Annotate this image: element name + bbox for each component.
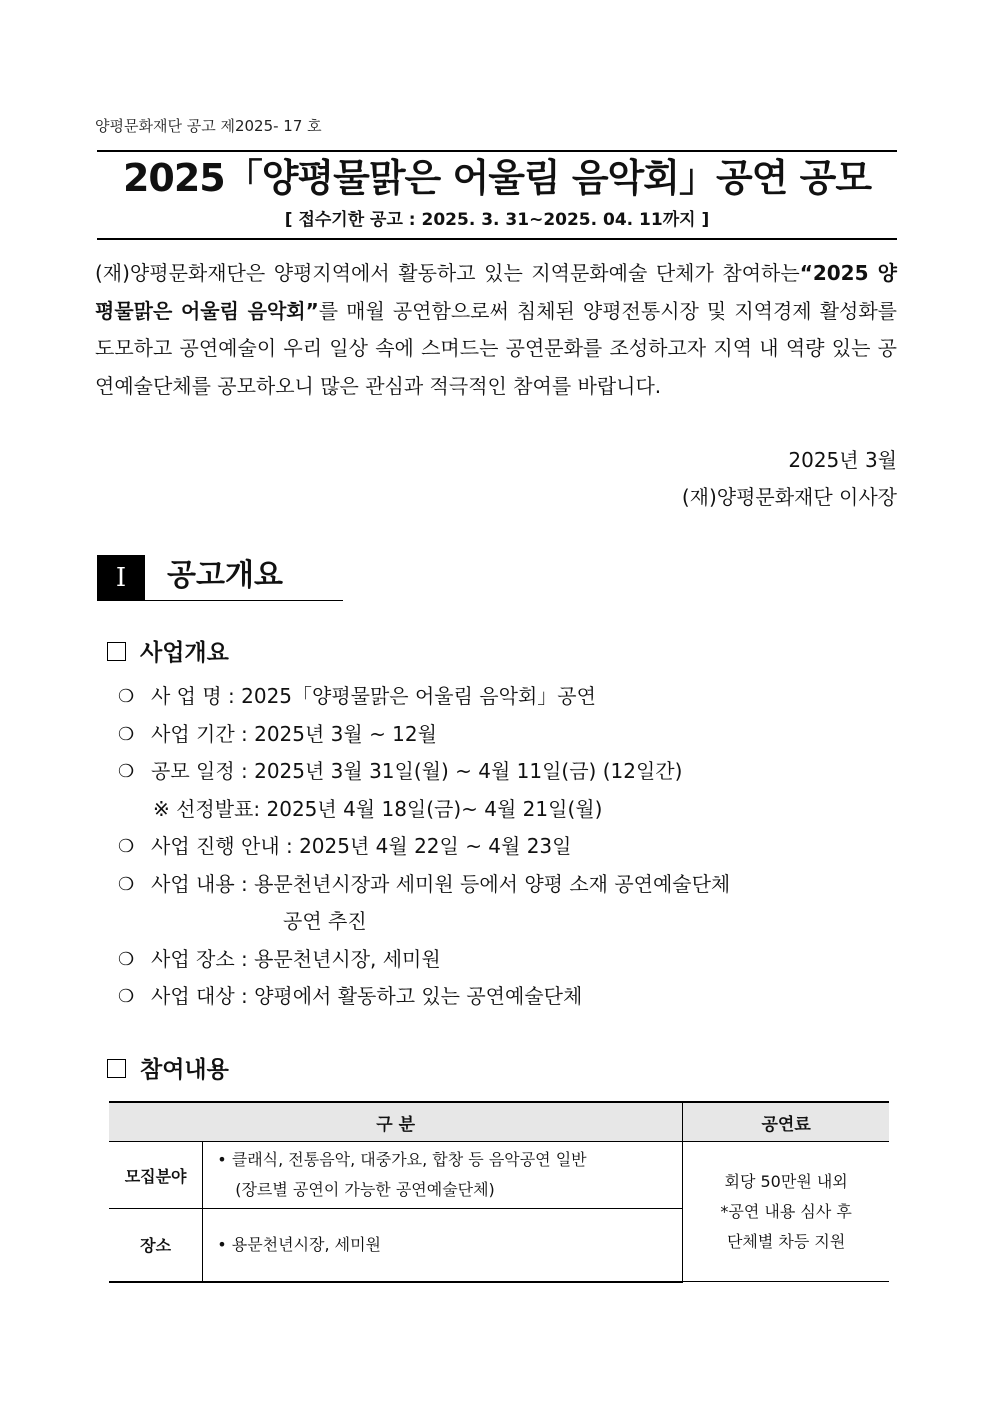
participation-table: [109, 1101, 889, 1283]
list-item: ❍ 사업 기간 : 2025년 3월 ~ 12월: [118, 716, 898, 754]
list-item: ❍ 사업 장소 : 용문천년시장, 세미원: [118, 941, 898, 979]
participation-heading-text: 참여내용: [140, 1057, 229, 1083]
circle-bullet-icon: ❍: [118, 873, 135, 895]
issuer-name: (재)양평문화재단 이사장: [681, 485, 897, 509]
circle-bullet-icon: ❍: [118, 723, 135, 745]
table-header-row: [109, 1102, 889, 1142]
section-underline: [145, 600, 343, 601]
circle-bullet-icon: ❍: [118, 948, 135, 970]
deadline-notice: [ 접수기한 공고 : 2025. 3. 31~2025. 04. 11까지 ]: [284, 210, 710, 230]
circle-bullet-icon: ❍: [118, 836, 135, 857]
row-content-venue: • 용문천년시장, 세미원: [203, 1209, 683, 1282]
overview-list: [118, 678, 898, 1016]
circle-bullet-icon: ❍: [118, 761, 135, 782]
list-item-note: ※ 선정발표: 2025년 4월 18일(금)~ 4월 21일(월): [153, 796, 603, 821]
intro-paragraph: [95, 255, 897, 405]
list-item: ❍ 사 업 명 : 2025「양평물맑은 어울림 음악회」공연: [118, 678, 898, 716]
header-fee: 공연료: [683, 1102, 889, 1142]
overview-heading-text: 사업개요: [140, 640, 229, 666]
list-item: ❍ 사업 대상 : 양평에서 활동하고 있는 공연예술단체: [118, 978, 898, 1016]
square-bullet-icon: [107, 642, 126, 661]
title-rule-bottom: [97, 238, 897, 240]
list-item: ❍ 사업 진행 안내 : 2025년 4월 22일 ~ 4월 23일: [118, 828, 898, 866]
row-label-field: 모집분야: [109, 1142, 203, 1209]
participation-heading: [107, 1053, 229, 1087]
page-title: 2025「양평물맑은 어울림 음악회」공연 공모: [122, 156, 872, 200]
intro-text-2: 를 매월 공연함으로써 침체된 양평전통시장 및 지역경제 활성화를 도모하고 공연예술이 우리 일상 속에 스며드는 공연문화를 조성하고자 지역 내 역량 있는 공연예술단체를 공모하오니 많은 관심과 적극적인 참여를 바랍니다.: [95, 298, 897, 398]
title-rule-top: [97, 150, 897, 152]
circle-bullet-icon: ❍: [118, 686, 135, 707]
circle-bullet-icon: ❍: [118, 986, 135, 1007]
list-item-continuation: 공연 추진: [283, 909, 367, 933]
row-label-venue: 장소: [109, 1209, 203, 1282]
header-category: 구 분: [109, 1102, 683, 1142]
table-row: [109, 1142, 889, 1209]
overview-heading: [107, 636, 229, 670]
intro-text-1: (재)양평문화재단은 양평지역에서 활동하고 있는 지역문화예술 단체가 참여하는: [95, 261, 800, 285]
square-bullet-icon: [107, 1059, 126, 1078]
fee-cell: 회당 50만원 내외 *공연 내용 심사 후 단체별 차등 지원: [683, 1142, 889, 1282]
announcement-date: 2025년 3월: [788, 448, 897, 472]
intro-bold-event: “2025 양평물맑은 어울림 음악회”: [95, 261, 898, 323]
list-item: ❍ 사업 내용 : 용문천년시장과 세미원 등에서 양평 소재 공연예술단체: [118, 866, 898, 904]
section-title: 공고개요: [167, 558, 283, 593]
row-content-field: • 클래식, 전통음악, 대중가요, 합창 등 음악공연 일반 (장르별 공연이 가능한 공연예술단체): [203, 1142, 683, 1209]
list-item: ❍ 공모 일정 : 2025년 3월 31일(월) ~ 4월 11일(금) (12일간): [118, 753, 898, 791]
notice-number: 양평문화재단 공고 제2025- 17 호: [95, 117, 322, 135]
section-numeral-badge: I: [97, 555, 145, 601]
